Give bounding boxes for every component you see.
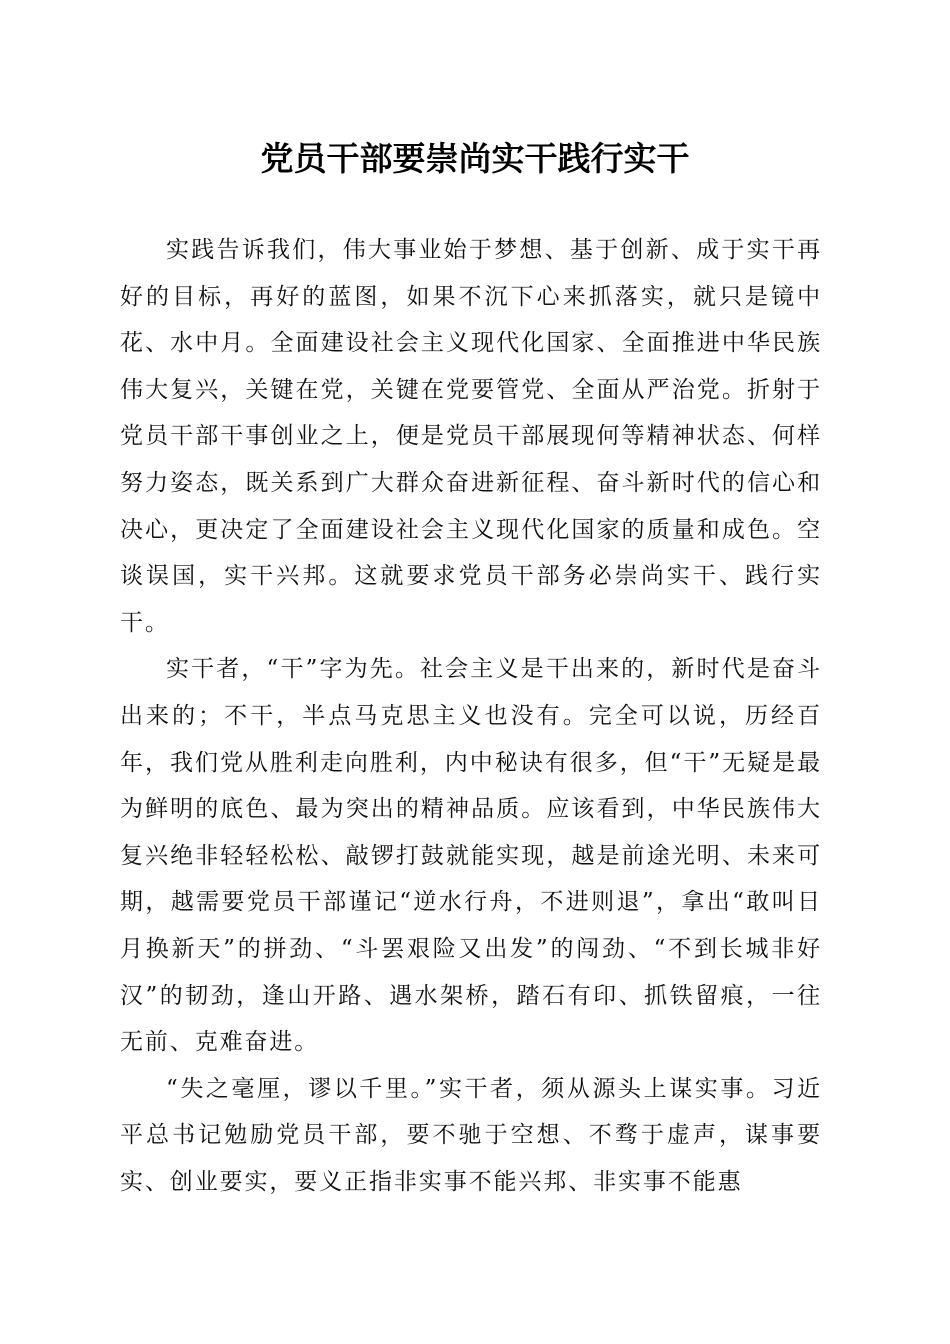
paragraph-2: 实干者，“干”字为先。社会主义是干出来的，新时代是奋斗出来的；不干，半点马克思主义也没有。完全可以说，历经百年，我们党从胜利走向胜利，内中秘诀有很多，但“干”无疑是最为鲜明的底色、最为突出的精神品质。应该看到，中华民族伟大复兴绝非轻轻松松、敲锣打鼓就能实现，越是前途光明、未来可期，越需要党员干部谨记“逆水行舟，不进则退”，拿出“敢叫日月换新天”的拼劲、“斗罢艰险又出发”的闯劲、“不到长城非好汉”的韧劲，逢山开路、遇水架桥，踏石有印、抓铁留痕，一往无前、克难奋进。 bbox=[120, 656, 822, 1056]
document-title: 党员干部要崇尚实干践行实干 bbox=[260, 139, 690, 178]
document-body bbox=[120, 227, 822, 1205]
paragraph-3: “失之毫厘，谬以千里。”实干者，须从源头上谋实事。习近平总书记勉励党员干部，要不驰于空想、不骛于虚声，谋事要实、创业要实，要义正指非实事不能兴邦、非实事不能惠 bbox=[120, 1075, 822, 1195]
paragraph-1: 实践告诉我们，伟大事业始于梦想、基于创新、成于实干再好的目标，再好的蓝图，如果不沉下心来抓落实，就只是镜中花、水中月。全面建设社会主义现代化国家、全面推进中华民族伟大复兴，关键在党，关键在党要管党、全面从严治党。折射于党员干部干事创业之上，便是党员干部展现何等精神状态、何样努力姿态，既关系到广大群众奋进新征程、奋斗新时代的信心和决心，更决定了全面建设社会主义现代化国家的质量和成色。空谈误国，实干兴邦。这就要求党员干部务必崇尚实干、践行实干。 bbox=[120, 237, 822, 636]
